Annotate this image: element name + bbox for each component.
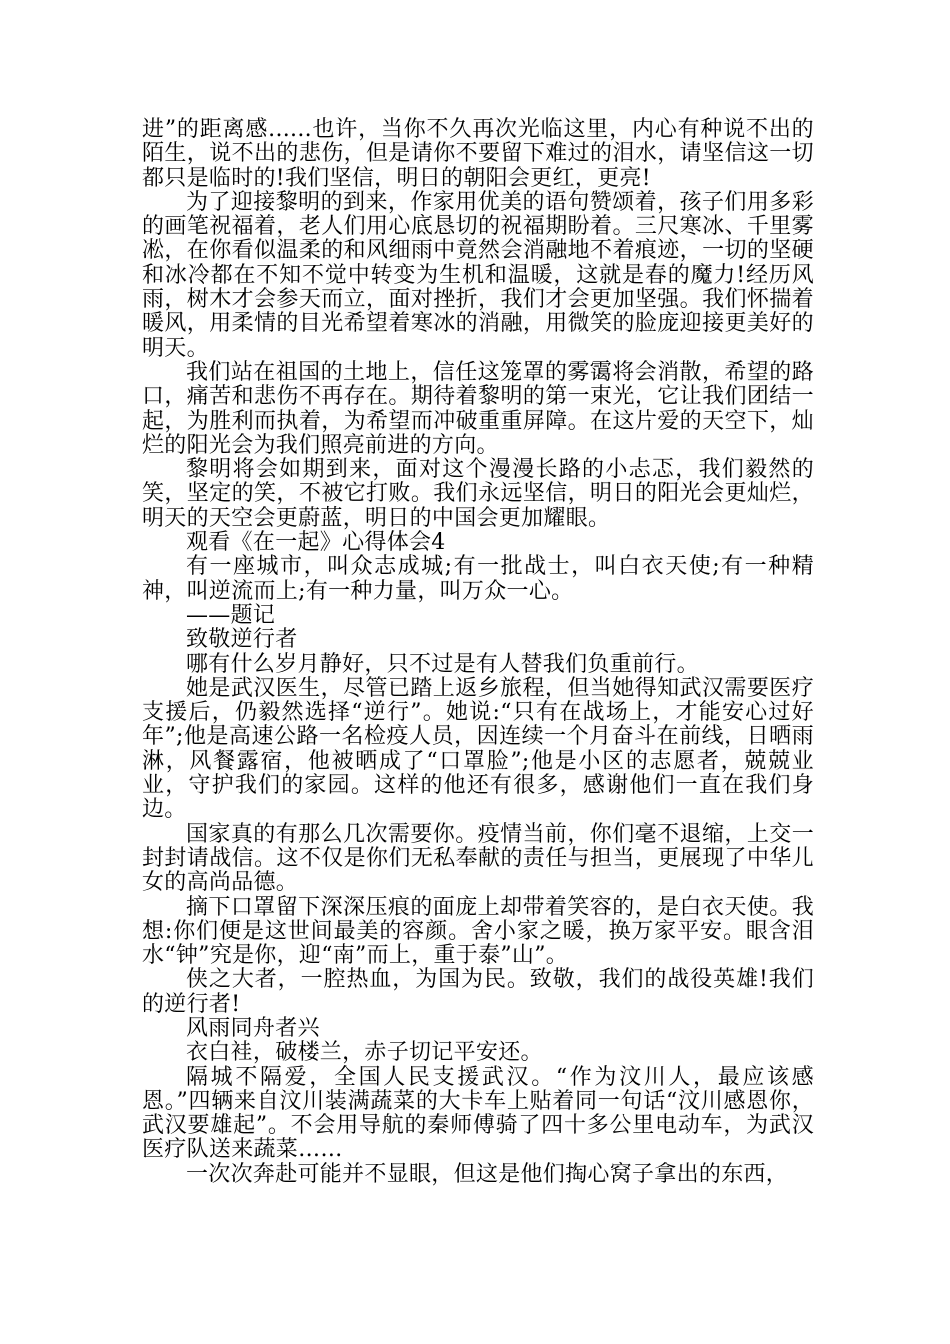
paragraph-8: 摘下口罩留下深深压痕的面庞上却带着笑容的，是白衣天使。我想:你们便是这世间最美的容颜。舍小家之暖，换万家平安。眼含泪水“钟”究是你，迎“南”而上，重于泰”山”。 <box>142 894 814 969</box>
paragraph-5: 哪有什么岁月静好，只不过是有人替我们负重前行。 <box>186 651 699 677</box>
document-body <box>142 118 814 1187</box>
section-heading: 观看《在一起》心得体会4 <box>186 530 446 556</box>
paragraph-1: 进”的距离感......也许，当你不久再次光临这里，内心有种说不出的陌生，说不出的悲伤，但是请你不要留下难过的泪水，请坚信这一切都只是临时的!我们坚信，明日的朝阳会更红，更亮! <box>142 117 814 191</box>
subheading-2: 风雨同舟者兴 <box>186 1015 320 1041</box>
paragraph-11: 隔城不隔爱，全国人民支援武汉。“作为汶川人，最应该感恩。”四辆来自汶川装满蔬菜的大卡车上贴着同一句话“汶川感恩你，武汉要雄起”。不会用导航的秦师傅骑了四十多公里电动车，为武汉医疗队送来蔬菜…… <box>142 1064 814 1163</box>
paragraph-3: 我们站在祖国的土地上，信任这笼罩的雾霭将会消散，希望的路口，痛苦和悲伤不再存在。期待着黎明的第一束光，它让我们团结一起，为胜利而执着，为希望而冲破重重屏障。在这片爱的天空下，灿烂的阳光会为我们照亮前进的方向。 <box>142 359 814 458</box>
paragraph-2: 为了迎接黎明的到来，作家用优美的语句赞颂着，孩子们用多彩的画笔祝福着，老人们用心底恳切的祝福期盼着。三尺寒冰、千里雾凇，在你看似温柔的和风细雨中竟然会消融地不着痕迹，一切的坚硬和冰冷都在不知不觉中转变为生机和温暖，这就是春的魔力!经历风雨，树木才会参天而立，面对挫折，我们才会更加坚强。我们怀揣着暖风，用柔情的目光希望着寒冰的消融，用微笑的脸庞迎接更美好的明天。 <box>142 189 814 361</box>
paragraph-9: 侠之大者，一腔热血，为国为民。致敬，我们的战役英雄!我们的逆行者! <box>142 967 814 1017</box>
paragraph-12: 一次次奔赴可能并不显眼，但这是他们掏心窝子拿出的东西， <box>186 1161 789 1187</box>
subheading-1: 致敬逆行者 <box>186 627 298 653</box>
paragraph-10: 衣白袿，破楼兰，赤子切记平安还。 <box>186 1040 543 1066</box>
paragraph-6: 她是武汉医生，尽管已踏上返乡旅程，但当她得知武汉需要医疗支援后，仍毅然选择“逆行”。她说:“只有在战场上，才能安心过好年”;他是高速公路一名检疫人员，因连续一个月奋斗在前线，日晒雨淋，风餐露宿，他被晒成了“口罩脸”;他是小区的志愿者，兢兢业业，守护我们的家园。这样的他还有很多，感谢他们一直在我们身边。 <box>142 675 814 823</box>
paragraph-7: 国家真的有那么几次需要你。疫情当前，你们毫不退缩，上交一封封请战信。这不仅是你们无私奉献的责任与担当，更展现了中华儿女的高尚品德。 <box>142 821 814 896</box>
epigraph-attribution: ——题记 <box>186 602 276 628</box>
paragraph-epigraph: 有一座城市，叫众志成城;有一批战士，叫白衣天使;有一种精神，叫逆流而上;有一种力量，叫万众一心。 <box>142 554 814 604</box>
paragraph-4: 黎明将会如期到来，面对这个漫漫长路的小忐忑，我们毅然的笑，坚定的笑，不被它打败。我们永远坚信，明日的阳光会更灿烂，明天的天空会更蔚蓝，明日的中国会更加耀眼。 <box>142 457 814 531</box>
